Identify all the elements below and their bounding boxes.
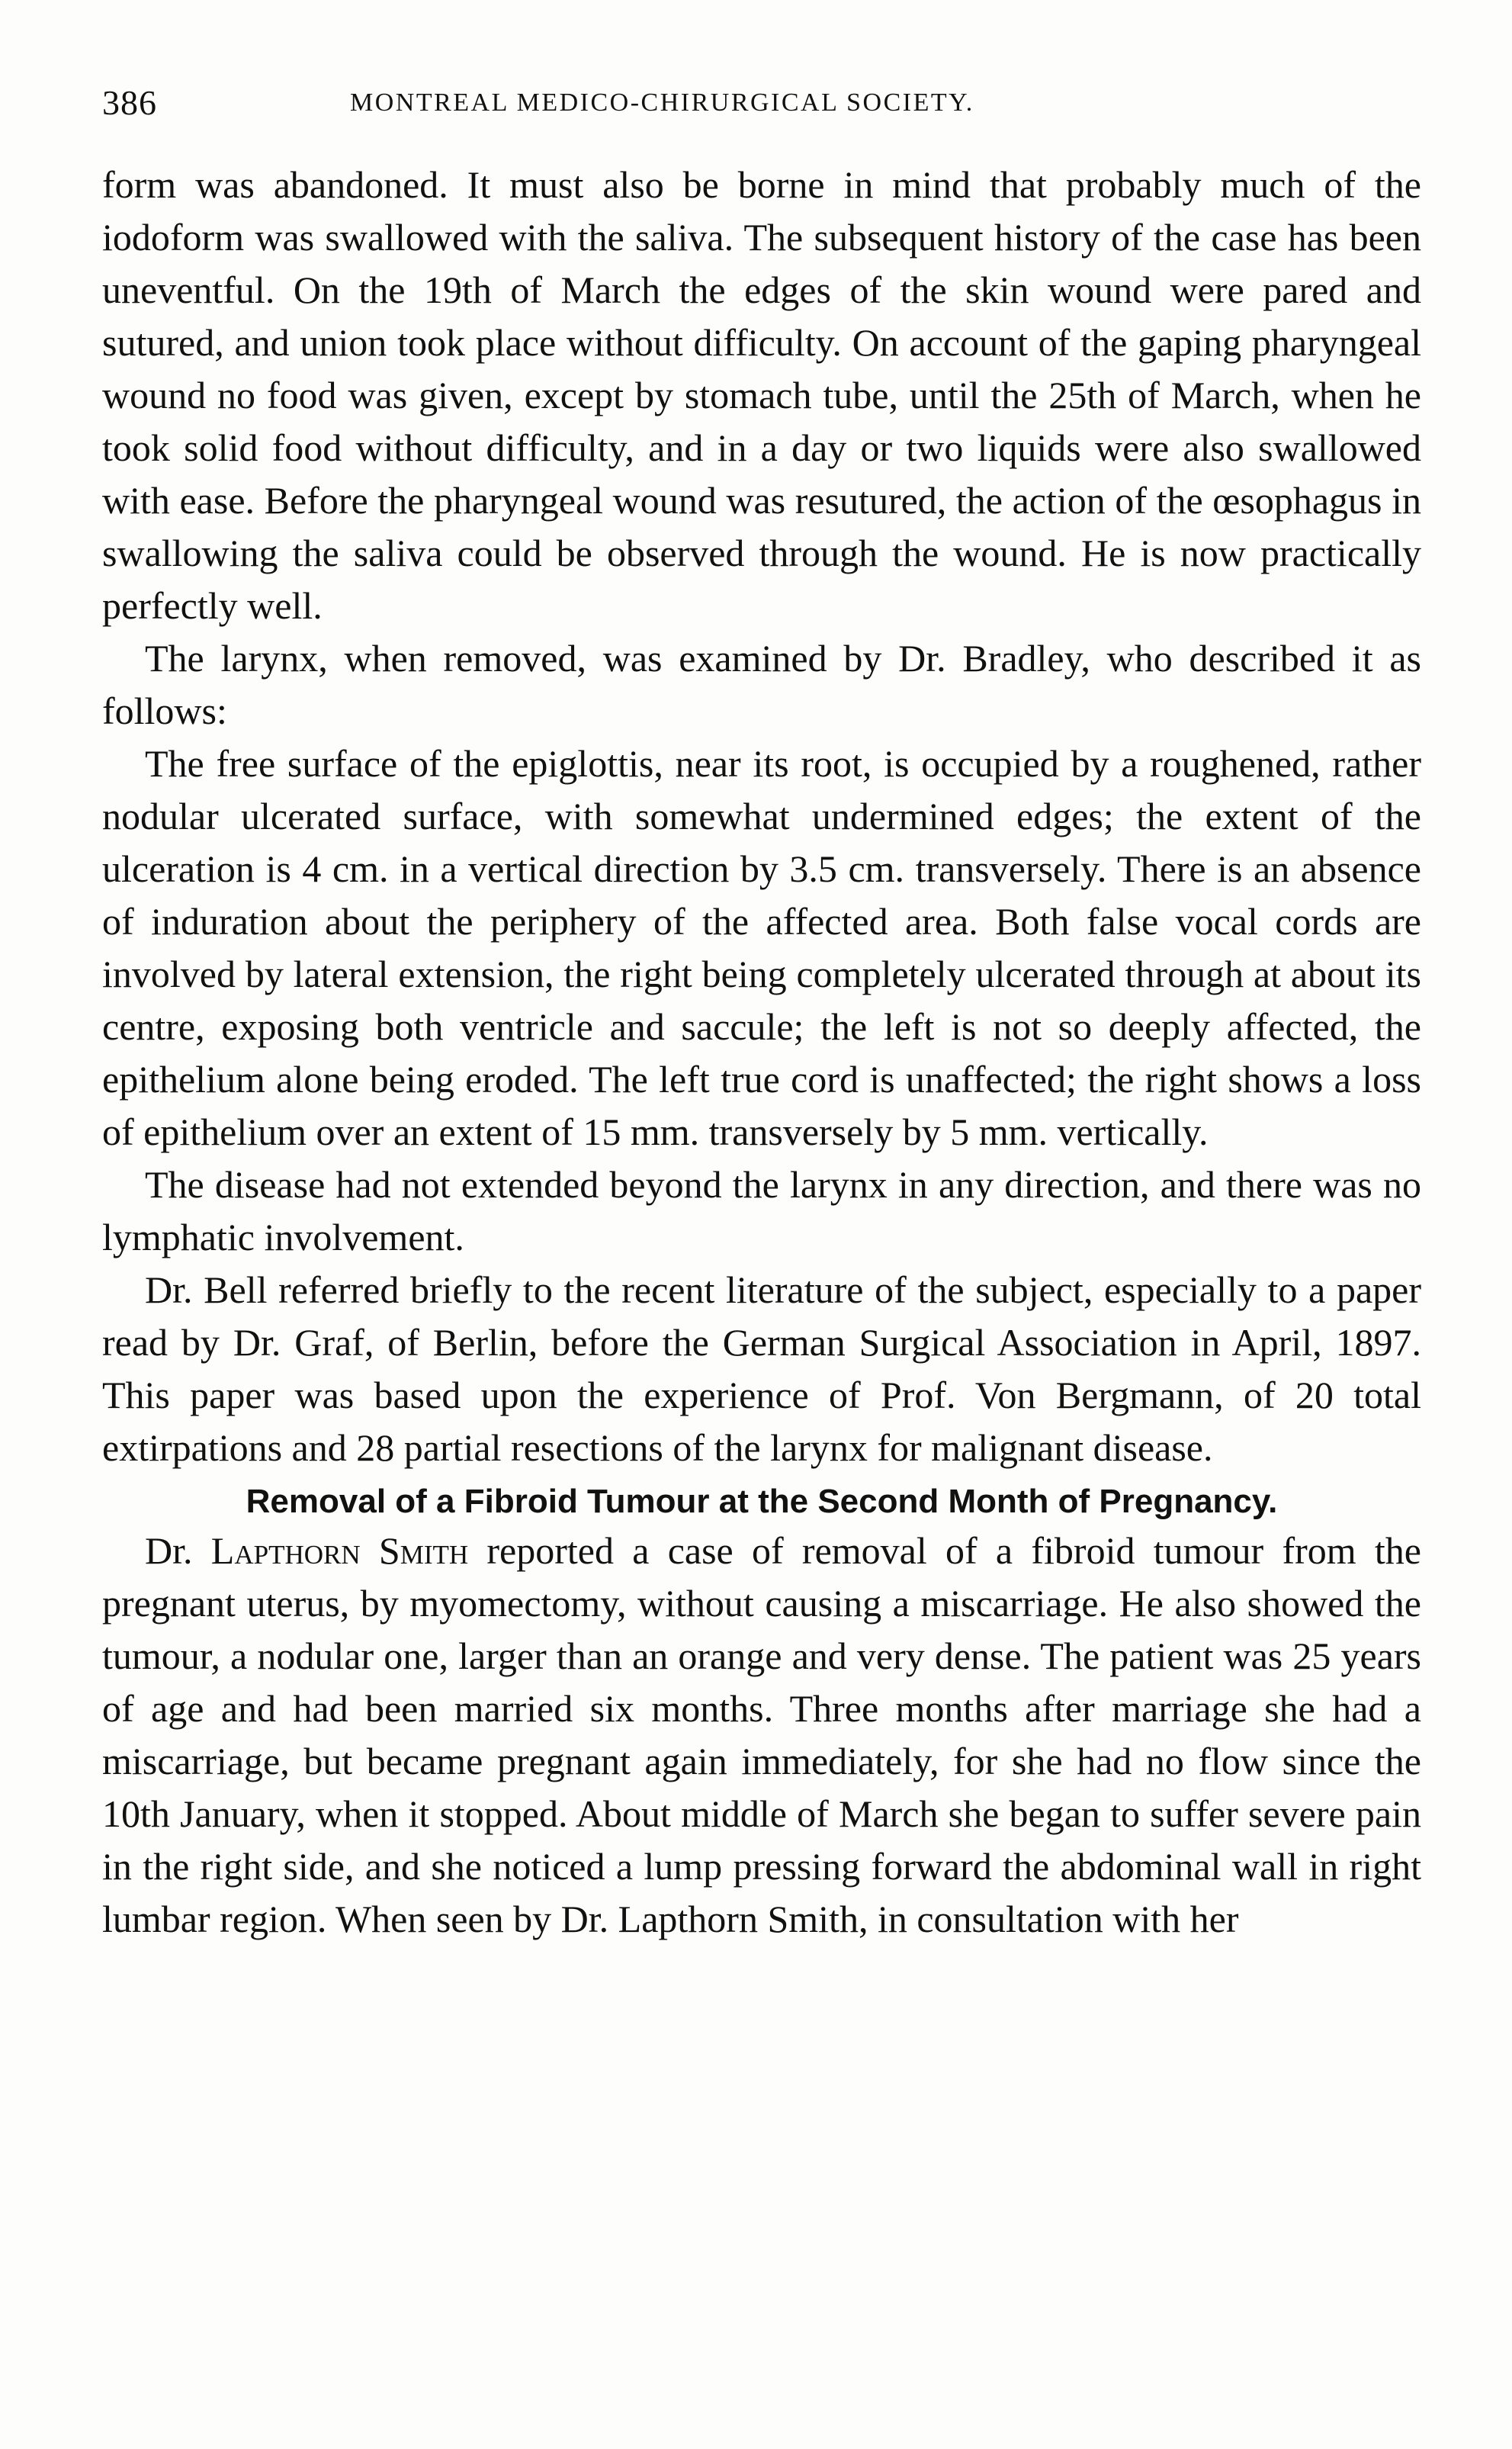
author-name: Lapthorn Smith: [210, 1529, 469, 1572]
page-number: 386: [102, 83, 157, 122]
paragraph-continuation: form was abandoned. It must also be borne in mind that probably much of the iodoform was swallowed with the saliva. The subsequent history of the case has been uneventful. On the 19th of March the edges of the skin wound were pared and sutured, and union took place without difficulty. On account of the gaping pharyngeal wound no food was given, except by stomach tube, until the 25th of March, when he took solid food without difficulty, and in a day or two liquids were also swallowed with ease. Before the pharyngeal wound was resutured, the action of the œsophagus in swallowing the saliva could be observed through the wound. He is now practically perfectly well.: [102, 163, 1421, 627]
paragraph-larynx-exam: The larynx, when removed, was examined by Dr. Bradley, who described it as follows:: [102, 637, 1421, 732]
paragraph-literature: Dr. Bell referred briefly to the recent literature of the subject, especially to a paper read by Dr. Graf, of Berlin, before the German Surgical Association in April, 1897. This paper was based upon the experience of Prof. Von Bergmann, of 20 total extirpations and 28 partial resections of the larynx for malignant disease.: [102, 1268, 1421, 1469]
paragraph-disease-extent: The disease had not extended beyond the larynx in any direction, and there was no lymphatic involvement.: [102, 1163, 1421, 1258]
paragraph-pathology-description: The free surface of the epiglottis, near its root, is occupied by a roughened, rather nodular ulcerated surface, with somewhat undermined edges; the extent of the ulceration is 4 cm. in a vertical direction by 3.5 cm. transversely. There is an absence of induration about the periphery of the affected area. Both false vocal cords are involved by lateral extension, the right being completely ulcerated through at about its centre, exposing both ventricle and saccule; the left is not so deeply affected, the epithelium alone being eroded. The left true cord is unaffected; the right shows a loss of epithelium over an extent of 15 mm. transversely by 5 mm. vertically.: [102, 742, 1421, 1153]
body-text: [102, 159, 1421, 1946]
section-heading: Removal of a Fibroid Tumour at the Second Month of Pregnancy.: [246, 1483, 1278, 1520]
fibroid-case-text: reported a case of removal of a fibroid tumour from the pregnant uterus, by myomectomy, without causing a miscarriage. He also showed the tumour, a nodular one, larger than an orange and very dense. The patient was 25 years of age and had been married six months. Three months after marriage she had a miscarriage, but became pregnant again immediately, for she had no flow since the 10th January, when it stopped. About middle of March she began to suffer severe pain in the right side, and she noticed a lump pressing forward the abdominal wall in right lumbar region. When seen by Dr. Lapthorn Smith, in consultation with her: [102, 1529, 1421, 1940]
paragraph-fibroid-case: [102, 1525, 1421, 1946]
author-prefix: Dr.: [145, 1529, 211, 1572]
running-header: [102, 82, 1423, 128]
running-title: MONTREAL MEDICO-CHIRURGICAL SOCIETY.: [350, 88, 974, 117]
